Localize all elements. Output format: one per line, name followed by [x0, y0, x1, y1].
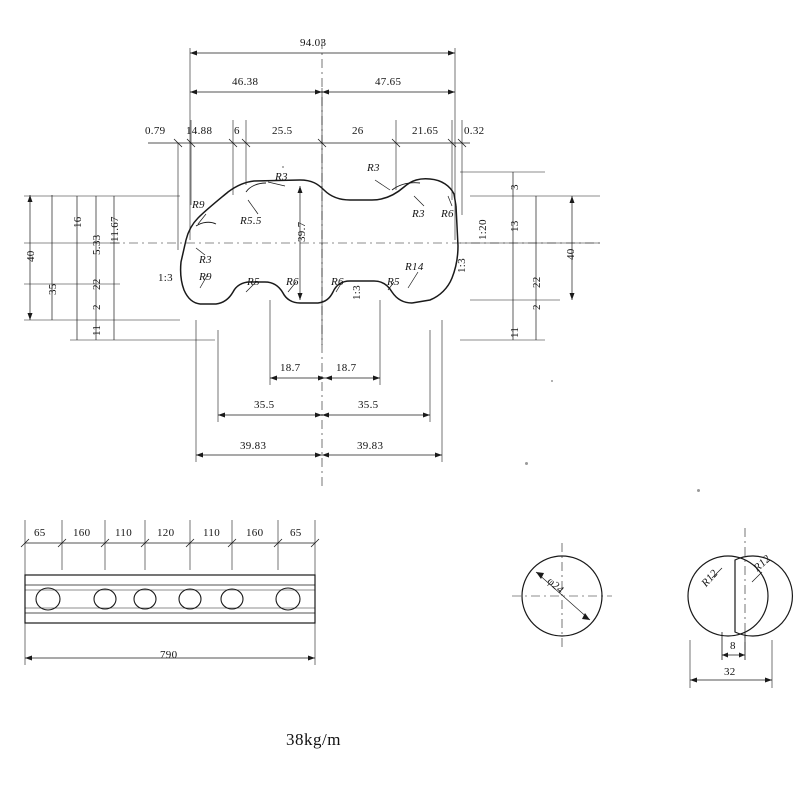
radius-label-r9-bottom: R9	[199, 271, 212, 283]
radius-label-r5-bottomleft: R5	[247, 276, 260, 288]
radius-label-r6-right: R6	[441, 208, 454, 220]
radius-label-r3-left: R3	[199, 254, 212, 266]
dim-label-mid-right-355: 35.5	[358, 399, 379, 411]
dim-label-right-13: 13	[509, 220, 521, 232]
circle-right-r12-left-label: R12	[699, 567, 721, 590]
dim-label-seg-5: 21.65	[412, 125, 439, 137]
dim-lines-left	[25, 195, 115, 340]
radius-label-r55: R5.5	[240, 215, 262, 227]
dim-label-left-533: 5.33	[91, 234, 103, 255]
circle-right-overall-label: 32	[724, 666, 736, 678]
dim-label-right-half: 47.65	[375, 76, 402, 88]
dim-label-seg-1: 14.88	[186, 125, 213, 137]
radius-label-r9-top: R9	[192, 199, 205, 211]
scan-speck-4	[282, 166, 284, 168]
extension-lines-right	[460, 172, 600, 340]
radius-label-r5-bottomright: R5	[387, 276, 400, 288]
dim-label-right-120: 1:20	[477, 219, 489, 240]
dim-lines-bottom	[196, 376, 442, 458]
plate-dim-110-left: 110	[115, 527, 132, 539]
dim-label-seg-0: 0.79	[145, 125, 166, 137]
dim-label-outer-left-3983: 39.83	[240, 440, 267, 452]
dim-label-outer-right-3983: 39.83	[357, 440, 384, 452]
taper-label-center: 1:3	[351, 285, 363, 300]
circle-right-r12-right-label: R12	[751, 552, 774, 575]
dim-label-seg-3: 25.5	[272, 125, 293, 137]
circle-right-slot-width-label: 8	[730, 640, 736, 652]
scan-speck-1	[551, 380, 553, 382]
radius-label-r6-bottomleft: R6	[286, 276, 299, 288]
plate-dim-65-right: 65	[290, 527, 302, 539]
taper-label-right: 1:3	[456, 258, 468, 273]
dim-label-left-35: 35	[47, 283, 59, 295]
radius-label-r3-right: R3	[412, 208, 425, 220]
dim-label-left-40: 40	[25, 250, 37, 262]
dim-label-left-half: 46.38	[232, 76, 259, 88]
taper-label-left-upper: 1:3	[158, 272, 173, 284]
dim-label-seg-6: 0.32	[464, 125, 485, 137]
detail-arc-head-left2	[246, 183, 266, 192]
dim-label-right-22: 22	[531, 276, 543, 288]
extension-lines-bottom	[196, 300, 442, 462]
plate-dim-160-left: 160	[73, 527, 91, 539]
drawing-title: 38kg/m	[286, 730, 341, 749]
dim-label-seg-4: 26	[352, 125, 364, 137]
plate-dim-total-length: 790	[160, 649, 178, 661]
scan-speck-3	[697, 489, 700, 492]
dim-label-right-3: 3	[509, 184, 521, 190]
radius-leaders	[196, 180, 452, 292]
profile-outline-left	[181, 240, 200, 304]
plate-dim-160-right: 160	[246, 527, 264, 539]
scan-speck-2	[525, 462, 528, 465]
plate-outline	[25, 575, 315, 623]
plate-dim-110-right: 110	[203, 527, 220, 539]
circle-left-diameter-label: φ24	[544, 575, 567, 597]
radius-label-r6-bottomright: R6	[331, 276, 344, 288]
radius-label-r3-topleft: R3	[275, 171, 288, 183]
radius-label-r14: R14	[405, 261, 424, 273]
dim-label-right-40: 40	[565, 248, 577, 260]
dim-label-left-11: 11	[91, 324, 103, 336]
plate-dim-120-center: 120	[157, 527, 175, 539]
plate-holes	[36, 588, 300, 610]
dim-label-seg-2: 6	[234, 125, 240, 137]
plate-dim-65-left: 65	[34, 527, 46, 539]
dim-label-inner-right-187: 18.7	[336, 362, 357, 374]
dim-label-inner-left-187: 18.7	[280, 362, 301, 374]
dim-label-left-22: 22	[91, 278, 103, 290]
dim-label-overall-width: 94.03	[300, 37, 327, 49]
dim-label-left-1167: 11.67	[109, 216, 121, 242]
profile-outline-right	[412, 206, 458, 303]
center-axes	[110, 37, 600, 490]
dim-label-right-2: 2	[531, 304, 543, 310]
circle-left-axes	[512, 543, 612, 650]
radius-label-r3-topright: R3	[367, 162, 380, 174]
dim-label-left-2: 2	[91, 304, 103, 310]
dim-label-mid-left-355: 35.5	[254, 399, 275, 411]
dim-label-left-16: 16	[72, 216, 84, 228]
dim-label-height-397: 39.7	[296, 221, 308, 242]
dim-label-right-11: 11	[509, 326, 521, 338]
